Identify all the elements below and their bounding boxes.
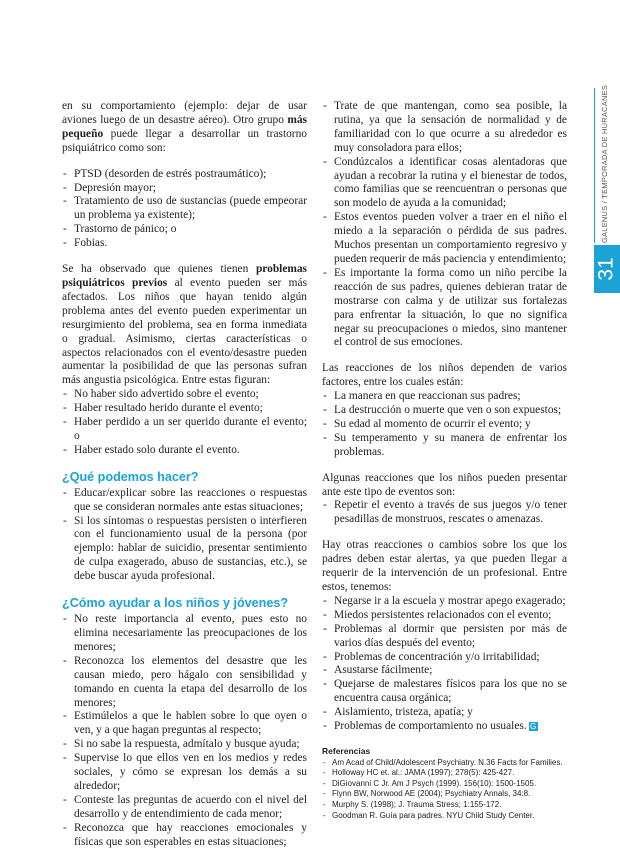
routine-list xyxy=(322,100,567,350)
factors-list xyxy=(322,390,567,460)
paragraph-risk xyxy=(62,263,307,388)
list-item: - Fobias. xyxy=(62,237,307,251)
list-item: - Repetir el evento a través de sus juegos y/o tener pesadillas de monstruos, rescates o amenazas. xyxy=(322,499,567,527)
text: al evento pueden ser más afectados. Los niños que hayan tenido algún problema antes del evento pueden experimentar un resurgimiento del problema, sea en forma inmediata o gradual. Asimismo, ciertas características o aspectos relacionados con el evento/desastre pueden aumentar la posibilidad de que las personas sufran más angustia psicológica. Entre estas figuran: xyxy=(62,276,307,387)
list-item: - Problemas al dormir que persisten por más de varios días después del evento; xyxy=(322,623,567,651)
references-title: Referencias xyxy=(322,745,371,756)
list-item: - Quejarse de malestares físicos para los que no se encuentra causa orgánica; xyxy=(322,678,567,706)
list-item: - Reconozca que hay reacciones emocionales y físicas que son esperables en estas situaciones; xyxy=(62,822,307,850)
list-item: - Asustarse fácilmente; xyxy=(322,664,567,678)
help-children-list xyxy=(62,613,307,849)
section-heading: ¿Qué podemos hacer? xyxy=(62,469,199,484)
text: Se ha observado que quienes tienen xyxy=(62,263,256,276)
disorder-list xyxy=(62,168,307,251)
list-item: - Reconozca los elementos del desastre que les causan miedo, pero hágalo con sensibilidad y tomando en cuenta la etapa del desarrollo de los menores; xyxy=(62,655,307,711)
list-item: - Condúzcalos a identificar cosas alentadoras que ayudan a recobrar la rutina y el bienestar de todos, como familias que se reencuentran o personas que son modelo de ayuda a la comunidad; xyxy=(322,156,567,212)
list-item: - Educar/explicar sobre las reacciones o respuestas que se consideran normales ante estas situaciones; xyxy=(62,487,307,515)
page-number: 31 xyxy=(594,257,618,281)
list-item: - Aislamiento, tristeza, apatía; y xyxy=(322,706,567,720)
list-item: - Haber estado solo durante el evento. xyxy=(62,444,307,458)
risk-list xyxy=(62,388,307,458)
text: puede llegar a desarrollar un trastorno psiquiátrico como son: xyxy=(62,127,307,154)
list-item: - Problemas de concentración y/o irritabilidad; xyxy=(322,651,567,665)
references-list xyxy=(322,758,567,822)
bold-text: más pequeño xyxy=(62,113,307,140)
actions-list xyxy=(62,487,307,584)
page-number-tab xyxy=(594,245,620,293)
journal-section-label: GALENUS / TEMPORADA DE HURACANES xyxy=(600,84,609,243)
paragraph-factors: Las reacciones de los niños dependen de varios factores, entre los cuales están: xyxy=(322,362,567,389)
text: en su comportamiento (ejemplo: dejar de usar aviones luego de un desastre aéreo). Otro grupo xyxy=(62,100,307,126)
list-item: - La destrucción o muerte que ven o son expuestos; xyxy=(322,404,567,418)
list-item: - Estimúlelos a que le hablen sobre lo que oyen o ven, y a que hagan preguntas al respecto; xyxy=(62,710,307,738)
list-item: - Estos eventos pueden volver a traer en el niño el miedo a la separación o pérdida de sus padres. Muchos presentan un comportamiento regresivo y pueden requerir de más paciencia y entendimiento; xyxy=(322,211,567,267)
list-item: - Su temperamento y su manera de enfrentar los problemas. xyxy=(322,432,567,460)
list-item: - Depresión mayor; xyxy=(62,182,307,196)
list-item: - Si no sabe la respuesta, admítalo y busque ayuda; xyxy=(62,738,307,752)
list-item: - PTSD (desorden de estrés postraumático); xyxy=(62,168,307,182)
list-item: - Haber perdido a un ser querido durante el evento; o xyxy=(62,416,307,444)
reference-item: - Goodman R. Guía para padres. NYU Child Study Center. xyxy=(322,811,567,822)
list-item: - Trate de que mantengan, como sea posible, la rutina, ya que la sensación de normalidad y de familiaridad con lo que ocurre a su alrededor es muy consoladora para ellos; xyxy=(322,100,567,156)
end-of-article-icon: G xyxy=(530,721,537,731)
list-item: - Su edad al momento de ocurrir el evento; y xyxy=(322,418,567,432)
section-heading: ¿Cómo ayudar a los niños y jóvenes? xyxy=(62,596,289,611)
list-item xyxy=(322,720,567,734)
paragraph-alerts: Hay otras reacciones o cambios sobre los que los padres deben estar alertas, ya que pueden llegar a requerir de la intervención de un profesional. Entre estos, tenemos: xyxy=(322,539,567,593)
right-column xyxy=(322,100,567,821)
list-item: - Trastorno de pánico; o xyxy=(62,223,307,237)
list-item: - Tratamiento de uso de sustancias (puede empeorar un problema ya existente); xyxy=(62,195,307,223)
paragraph-reactions: Algunas reacciones que los niños pueden presentar ante este tipo de eventos son: xyxy=(322,471,567,498)
list-item: - No haber sido advertido sobre el evento; xyxy=(62,388,307,402)
reactions-list xyxy=(322,499,567,527)
alerts-list xyxy=(322,595,567,734)
reference-item: - Holloway HC et. al.: JAMA (1997); 278(5): 425-427. xyxy=(322,768,567,779)
reference-item: - Murphy S. (1998); J. Trauma Stress; 1:155-172. xyxy=(322,800,567,811)
left-column xyxy=(62,100,307,862)
side-rule xyxy=(594,88,595,243)
references xyxy=(322,746,567,821)
reference-item: - DiGiovanni C Jr. Am J Psych (1999). 156(10): 1500-1505. xyxy=(322,779,567,790)
list-item: - Negarse ir a la escuela y mostrar apego exagerado; xyxy=(322,595,567,609)
list-item: - Si los síntomas o respuestas persisten o interfieren con el funcionamiento usual de la persona (por ejemplo: hablar de suicidio, presentar sentimiento de culpa exagerado, abuso de sustancias, etc.), se debe buscar ayuda profesional. xyxy=(62,515,307,585)
list-item: - Es importante la forma como un niño percibe la reacción de sus padres, quienes debieran tratar de mostrarse con calma y de utilizar sus fortalezas para enfrentar la situación, lo que no significa negar su preocupaciones o miedos, sino mantener el control de sus emociones. xyxy=(322,267,567,350)
list-item: - No reste importancia al evento, pues esto no elimina necesariamente las preocupaciones de los menores; xyxy=(62,613,307,655)
paragraph-intro xyxy=(62,100,307,156)
reference-item: - Flynn BW, Norwood AE (2004); Psychiatry Annals, 34:8. xyxy=(322,789,567,800)
list-item: - Miedos persistentes relacionados con el evento; xyxy=(322,609,567,623)
reference-item: - Am Acad of Child/Adolescent Psychiatry. N.36 Facts for Families. xyxy=(322,758,567,769)
list-item: - La manera en que reaccionan sus padres; xyxy=(322,390,567,404)
list-item: - Haber resultado herido durante el evento; xyxy=(62,402,307,416)
list-item: - Conteste las preguntas de acuerdo con el nivel del desarrollo y de entendimiento de cada menor; xyxy=(62,794,307,822)
bold-text: problemas psiquiátricos previos xyxy=(62,263,307,289)
text: Problemas de comportamiento no usuales. xyxy=(334,720,527,733)
list-item: - Supervise lo que ellos ven en los medios y redes sociales, y cómo se expresan los demás a su alrededor; xyxy=(62,752,307,794)
side-running-header xyxy=(594,84,620,243)
